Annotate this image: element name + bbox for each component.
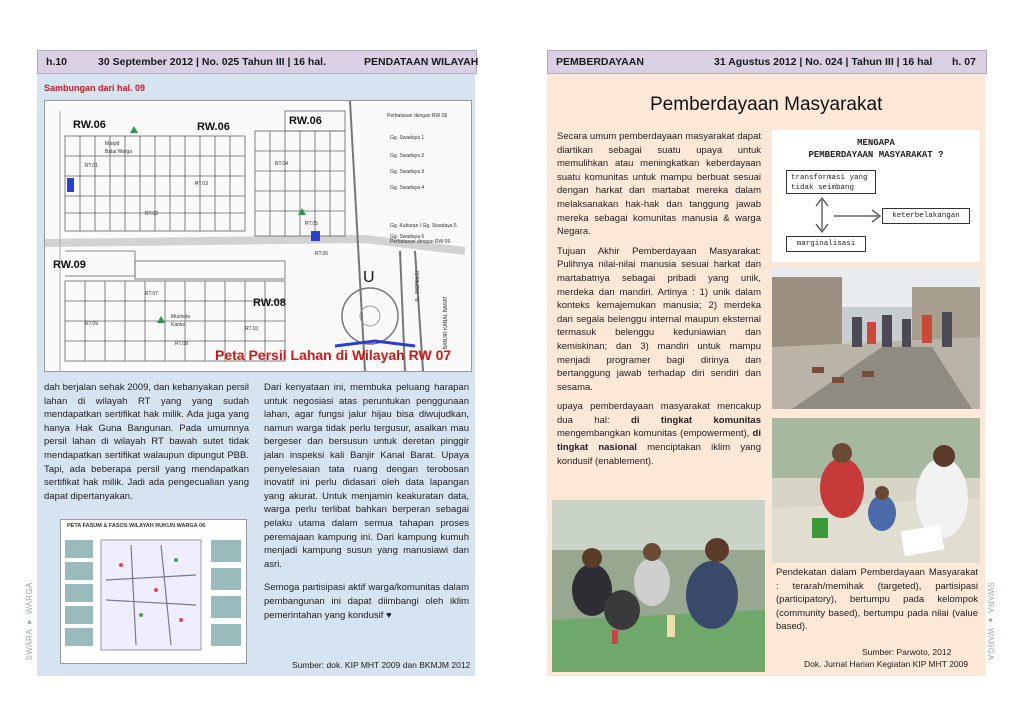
left-col2-paragraph2: Semoga partisipasi aktif warga/komunitas dalam pembangunan ini dapat diimbangi oleh iklim pemerintahan yang kondusif ♥ [264, 582, 469, 621]
p3-part-a: upaya pemberdayaan masyarakat mencakup dua hal: [557, 401, 761, 426]
left-col1-paragraph: dah berjalan sehak 2009, dan kebanyakan persil lahan di wilayah RT yang yang sudah mendapatkan sertifikat hak milik. Ada juga yang hanya Hak Guna Bangunan. Pada umumnya persil lahan di wilayah RT bawah sutet tidak mendapatkan sertifikat walaupun dipungut PBB. Tapi, ada beberapa persil yang mendapatkan sertifikat hak milik. Jadi ada pengecualian yang dapat dipertanyakan. [44, 382, 249, 502]
left-col2-paragraph1: Dari kenyataan ini, membuka peluang harapan untuk negosiasi atas peruntukan penggunaan lahan, agar fungsi jalur hijau bisa diwujudkan, namun warga tidak perlu tergusur, asalkan mau bergeser dan bersusun untuk deretan pinggir jalan inspeksi kali Banjir Kanal Barat. Upaya penyelesaian tata ruang dengan terobosan inovatif ini perlu didasari oleh data lapangan yang akurat. Untuk menjamin keakuratan data, warga perlu terlibat bahkan berperan sebagai pelaku utama dalam semua tahapan proses peremajaan kampung ini. Dari kampung kumuh menjadi kampung susun yang manusiawi dan asri. [264, 382, 469, 570]
map-legend-1: Gg. Swadaya 1 [390, 135, 425, 141]
map-legend-7: Perbatasan dengan RW 09 [390, 239, 451, 245]
right-side-label: SWARA ♥ WARGA [986, 582, 995, 661]
map-legend-2: Gg. Swadaya 2 [390, 153, 425, 159]
map-legend-11: Kantor [171, 322, 186, 328]
right-col-text [557, 130, 761, 468]
right-paragraph2: Tujuan Akhir Pemberdayaan Masyarakat: Pulihnya nilai-nilai manusia sesuai harkat dan martabatnya sebagai pribadi yang unik, merdeka dan mandiri. Artinya : 1) unik dalam konteks kemajemukan manusia; 2) merdeka dari segala belenggu internal maupun eksternal termasuk belenggu keduniawian dan kemiskinan; dan 3) mandiri untuk mampu menjadi programer bagi dirinya dan bertanggung jawab terhadap diri sendiri dan sesama. [557, 245, 761, 393]
map-rt06: RT.06 [315, 251, 328, 257]
left-col1-text [44, 381, 249, 503]
right-paragraph1: Secara umum pemberdayaan masyarakat dapat diartikan sebagai suatu upaya untuk memulihkan atau meningkatkan keberdayaan suatu komunitas untuk mampu berbuat sesuai dengan harkat dan martabat mereka dalam melaksanakan hak-hak dan tanggung jawab mereka sebagai komunitas manusia & warga Negara. [557, 131, 761, 238]
right-page-header [547, 50, 987, 74]
left-page-number: h.10 [46, 56, 68, 68]
left-side-label: SWARA ♥ WARGA [25, 582, 34, 661]
group-discussion-photo [552, 500, 765, 672]
approach-caption [776, 566, 978, 634]
map-rt10: RT.10 [245, 326, 258, 332]
diagram-box-marginalization: marginalisasi [786, 236, 866, 252]
left-col2-text [264, 381, 469, 622]
article-title: Pemberdayaan Masyarakat [650, 94, 883, 115]
p3-part-e: menciptakan iklim yang kondusif (enablement). [557, 442, 761, 467]
p3-part-c: mengembangkan komunitas (empowerment), [557, 428, 753, 440]
map-rt01: RT.01 [85, 163, 98, 169]
map-legend-4: Gg. Swadaya 4 [390, 185, 425, 191]
map-label-inspeksi: JL. INSPEKSI [415, 271, 421, 303]
map-rt02: RT.02 [145, 211, 158, 217]
map-label-rw08: RW.08 [253, 297, 286, 309]
continued-note: Sambungan dari hal. 09 [44, 83, 146, 93]
approach-caption-text: Pendekatan dalam Pemberdayaan Masyarakat : terarah/memihak (targeted), partisipasi (participatory), bertumpu pada kelompok (community based), bertumpu pada nilai (value based). [776, 567, 978, 633]
map-legend-8: Masjid [105, 141, 120, 147]
fasum-map-title: PETA FASUM & FASOS WILAYAH RUKUN WARGA 06 [67, 523, 206, 529]
p3-part-d: di tingkat nasional [557, 428, 761, 454]
map-label-canal: BANJIR KANAL BARAT [443, 296, 449, 350]
map-rt03: RT.03 [195, 181, 208, 187]
map-legend-10: Mushola [171, 314, 190, 320]
left-page-header [37, 50, 477, 74]
map-legend-0: Perbatasan dengan RW 05 [387, 113, 448, 119]
map-legend-6: Gg. Swadaya 6 [390, 234, 425, 240]
fasum-fasos-map [60, 519, 247, 664]
right-source-2: Dok. Jurnal Harian Kegiatan KIP MHT 2009 [804, 659, 969, 669]
p3-part-b: di tingkat komunitas [631, 414, 762, 426]
left-issue-info: 30 September 2012 | No. 025 Tahun III | 16 hal. [98, 56, 327, 68]
left-source: Sumber: dok. KIP MHT 2009 dan BKMJM 2012 [292, 660, 471, 670]
right-section-name: PEMBERDAYAAN [556, 56, 644, 68]
map-legend-9: Balai Warga [105, 149, 133, 155]
map-rt08: RT.08 [175, 341, 188, 347]
right-page-number: h. 07 [952, 56, 976, 68]
community-street-photo [772, 267, 980, 409]
map-label-rw06-a: RW.06 [73, 119, 106, 131]
map-caption: Peta Persil Lahan di Wilayah RW 07 [215, 347, 452, 363]
map-label-rw06-b: RW.06 [197, 121, 230, 133]
map-rt05: RT.05 [305, 221, 318, 227]
map-legend-5: Gg. Kuburan / Gg. Swadaya 5 [390, 223, 457, 229]
diagram-box-underdevelopment: keterbelakangan [882, 208, 970, 224]
diagram-title-line1: MENGAPA [857, 138, 895, 148]
map-legend-3: Gg. Swadaya 3 [390, 169, 425, 175]
why-empowerment-diagram [772, 130, 980, 262]
right-issue-info: 31 Agustus 2012 | No. 024 | Tahun III | 16 hal [714, 56, 933, 68]
land-parcel-map [44, 100, 472, 372]
map-rt04: RT.04 [275, 161, 288, 167]
right-paragraph3 [557, 400, 761, 468]
map-rt07: RT.07 [145, 291, 158, 297]
women-meeting-photo [772, 418, 980, 563]
map-label-rw09: RW.09 [53, 259, 86, 271]
diagram-title-line2: PEMBERDAYAAN MASYARAKAT ? [808, 150, 944, 160]
diagram-arrows [772, 130, 980, 262]
map-rt09: RT.09 [85, 321, 98, 327]
left-section-name: PENDATAAN WILAYAH [364, 56, 479, 68]
diagram-box1-text: transformasi yang tidak seimbang [791, 174, 868, 192]
fasum-map-drawing [61, 520, 246, 663]
right-source-1: Sumber: Parwoto, 2012 [862, 647, 952, 657]
map-north-label: U [363, 269, 375, 286]
map-label-rw06-c: RW.06 [289, 115, 322, 127]
